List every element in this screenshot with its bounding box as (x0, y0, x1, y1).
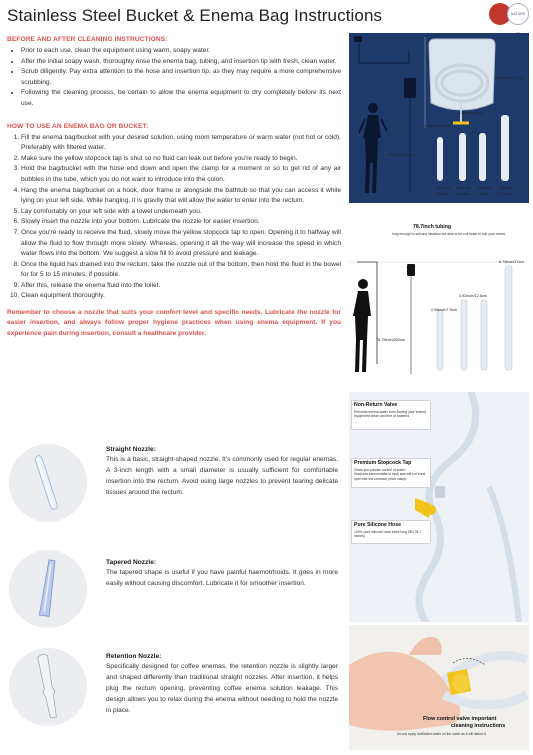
list-item: • Scrub diligently. Pay extra attention to the hose and insertion tip, as they may require a more comprehensive scrubbing. (21, 67, 341, 88)
valve-title: Non-Return Valve (354, 402, 398, 408)
before-after-list (7, 46, 341, 110)
hose-card (351, 520, 431, 544)
warning-text: Remember to choose a nozzle that suits your comfort level and specific needs. Lubricate the nozzle for easier insertion, and always follow proper hygiene practices when using enema equipment. If you experience pain during insertion, consult a healthcare provider. (7, 309, 341, 337)
dim-label: 0.49inch (456, 186, 471, 190)
step-item: 7. Once you're ready to receive the fluid, slowly move the yellow stopcock tap to open. Opening it to halfway will allow the fluid to flow through more slowly. Whereas, opening it all the way will increase the speed in which water flows into the bottom. We suggest a slow fill to avoid pressure and leakage. (21, 228, 341, 260)
nozzle-title: Retention Nozzle: (106, 653, 162, 660)
list-item: • Prior to each use, clean the equipment using warm, soapy water. (21, 46, 341, 57)
nozzle-description: This is a basic, straight-shaped nozzle. It's commonly used for regular enemas. A 3-inch length with a small diameter is usually sufficient for comfortable insertion into the rectum. Avoid using large nozzles to prevent tearing delicate tissues around the rectum. (106, 456, 338, 497)
dim-label: 6.79inch/17cm (499, 260, 524, 264)
nozzle-title: Tapered Nozzle: (106, 559, 157, 566)
dim-label: 0.79cm (499, 192, 512, 196)
dim-label: 4.92inch/12.5cm (459, 294, 487, 298)
valve-cleaning-title-1: Flow control valve important (423, 716, 497, 722)
step-item: 8. Once the liquid has drained into the rectum, take the nozzle out of the bottom, then hold the fluid in the bowel for for 5 to 15 minutes, if possible. (21, 260, 341, 281)
tubing-title: 78.7inch tubing (413, 224, 452, 230)
hose-description: 100% pure silicone hose extra long 2M (78.7 inches) (354, 530, 422, 539)
tap-description: Gives you precise control of water flow(slow,intermediate,or fast) and will not burst open like the common pinch clamp. (354, 468, 426, 481)
dim-label: 78.75inch/200cm (376, 338, 405, 342)
tapered-nozzle-text (106, 559, 338, 589)
bag-illustration (349, 33, 529, 203)
tap-title: Premium Stopcock Tap (354, 460, 412, 466)
list-item: • After the initial soapy wash, thoroughly rinse the enema bag, tubing, and insertion tip with fresh, clean water. (21, 57, 341, 68)
valve-description: Prevents enema water form flowing your enema equipment clean and free of bacteria. (354, 410, 426, 419)
dim-label: 5.79inch/14.7cm (495, 76, 523, 80)
step-item: 10. Clean equipment thoroughly. (21, 291, 341, 302)
straight-nozzle-image (9, 444, 87, 522)
dim-label: 1.24cm (477, 192, 490, 196)
nozzle-description: The tapered shape is useful if you have painful haemorrhoids. It goes in more easily without causing discomfort. Lubricate it for smoother insertion. (106, 569, 338, 588)
straight-nozzle-text (106, 446, 338, 498)
valve-cleaning-panel (349, 625, 529, 750)
tubing-subtitle: long enough to suit any situation but able to be coil down to suit your needs. (392, 232, 506, 236)
instructions-column (7, 36, 341, 339)
nozzle-tapered (7, 552, 341, 648)
valve-cleaning-note: Do not apply hot/boiled water on the valve as it will distort it. (397, 732, 487, 736)
tubing-illustration (349, 244, 529, 384)
dim-label: 0.27inch (436, 186, 451, 190)
step-item: 9. After this, release the enema fluid into the toilet. (21, 281, 341, 292)
step-item: 6. Slowly insert the nozzle into your bottom. Lubricate the nozzle for easier insertion. (21, 217, 341, 228)
tap-card (351, 458, 431, 488)
tubing-panel (349, 222, 529, 384)
dim-label: 59inch/150cm (389, 153, 413, 157)
tapered-nozzle-image (9, 550, 87, 628)
dim-label: 2.95inch/7.5cm (431, 308, 457, 312)
nozzle-straight (7, 442, 341, 538)
step-item: 2. Make sure the yellow stopcock tap is shut so no fluid can leak out before you're ready to begin. (21, 154, 341, 165)
retention-nozzle-text (106, 653, 338, 716)
before-after-heading: BEFORE AND AFTER CLEANING INSTRUCTIONS: (7, 36, 168, 43)
page-title: Stainless Steel Bucket & Enema Bag Instructions (7, 6, 383, 25)
dim-label: 6.33inch/11cm (458, 111, 483, 115)
valve-card (351, 400, 431, 430)
dim-label: 2.95inch/7.5cm (424, 124, 450, 128)
how-to-steps (7, 133, 341, 303)
nozzle-retention (7, 646, 341, 742)
dim-label: 0.69cm (436, 192, 449, 196)
step-item: 3. Hold the bag/bucket with the hose end down and open the clamp for a moment or so to get rid of any air bubbles in the tube, which you do not want to introduce into the colon. (21, 164, 341, 185)
components-panel (349, 392, 529, 622)
step-item: 1. Fill the enema bag/bucket with your desired solution, using room temperature or warm water (not hot or cold). Preferably with filtered water. (21, 133, 341, 154)
step-item: 5. Lay comfortably on your left side with a towel underneath you. (21, 207, 341, 218)
list-item: • Following the cleaning process, be certain to allow the enema equipment to dry completely before its next use. (21, 88, 341, 109)
dim-label: 0.49inch (477, 186, 492, 190)
valve-cleaning-title-2: cleaning instructions (451, 723, 506, 729)
product-dimensions-panel (349, 33, 529, 203)
brand-logo (489, 2, 529, 26)
retention-nozzle-image (9, 648, 87, 726)
how-to-heading: HOW TO USE AN ENEMA BAG OR BUCKET: (7, 122, 149, 130)
logo-right-circle: NATURE (507, 3, 529, 25)
nozzle-title: Straight Nozzle: (106, 446, 156, 453)
dim-label: 0.31inch (499, 186, 514, 190)
step-item: 4. Hang the enema bag/bucket on a hook, door frame or alongside the bathtub so that you can access it while lying on your left side. While hanging, it is gravity that will allow the water to enter into the rectum. (21, 186, 341, 207)
hose-title: Pure Silicone Hose (354, 522, 401, 528)
dim-label: 1.24cm (456, 192, 469, 196)
nozzle-description: Specifically designed for coffee enemas, the retention nozzle is slightly larger and shaped differently than traditional straight nozzles. After insertion, it helps plug the rectum opening, preventing coffee enema solution leakage. This design allows you to relax during the enema without needing to hold the nozzle in place. (106, 663, 338, 715)
